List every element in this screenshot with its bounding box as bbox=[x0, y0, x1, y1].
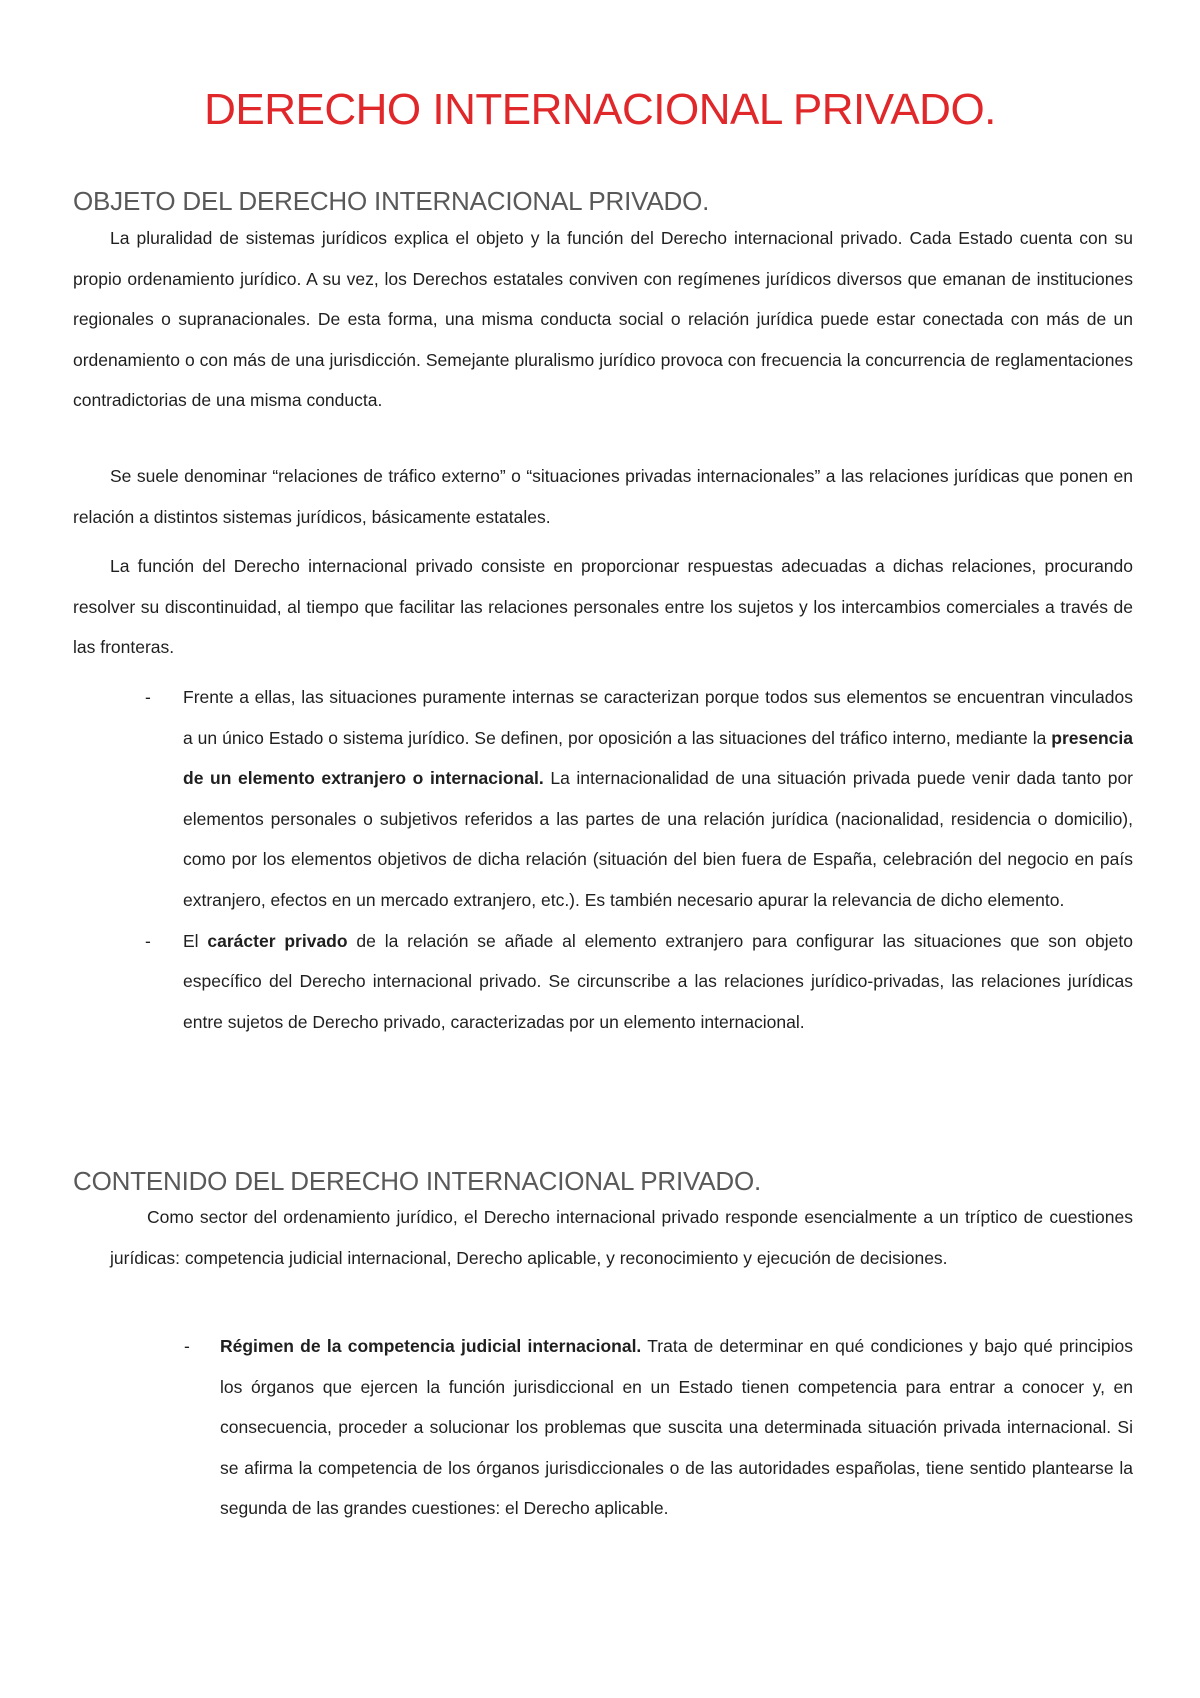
bullet-list bbox=[184, 1326, 1133, 1529]
paragraph: Como sector del ordenamiento jurídico, el Derecho internacional privado responde esencialmente a un tríptico de cuestiones jurídicas: competencia judicial internacional, Derecho aplicable, y reconocimiento y ejecución de decisiones. bbox=[110, 1207, 1133, 1268]
bullet-text: de la relación se añade al elemento extranjero para configurar las situaciones que son objeto específico del Derecho internacional privado. Se circunscribe a las relaciones jurídico-privadas, las relaciones jurídicas entre sujetos de Derecho privado, caracterizadas por un elemento internacional. bbox=[183, 930, 1133, 1032]
bullet-dash: - bbox=[145, 930, 151, 951]
list-item bbox=[184, 1326, 1133, 1529]
bullet-text: El bbox=[183, 930, 208, 951]
paragraph: La pluralidad de sistemas jurídicos explica el objeto y la función del Derecho internacional privado. Cada Estado cuenta con su propio ordenamiento jurídico. A su vez, los Derechos estatales conviven con regímenes jurídicos diversos que emanan de instituciones regionales o supranacionales. De esta forma, una misma conducta social o relación jurídica puede estar conectada con más de un ordenamiento o con más de una jurisdicción. Semejante pluralismo jurídico provoca con frecuencia la concurrencia de reglamentaciones contradictorias de una misma conducta. bbox=[73, 228, 1133, 411]
list-item bbox=[145, 921, 1133, 1043]
bullet-bold-text: carácter privado bbox=[207, 930, 348, 951]
paragraph: La función del Derecho internacional privado consiste en proporcionar respuestas adecuadas a dichas relaciones, procurando resolver su discontinuidad, al tiempo que facilitar las relaciones personales entre los sujetos y los intercambios comerciales a través de las fronteras. bbox=[73, 556, 1133, 658]
section-heading-objeto: OBJETO DEL DERECHO INTERNACIONAL PRIVADO. bbox=[73, 186, 710, 216]
bullet-text: La internacionalidad de una situación privada puede venir dada tanto por elementos personales o subjetivos referidos a las partes de una relación jurídica (nacionalidad, residencia o domicilio), como por los elementos objetivos de dicha relación (situación del bien fuera de España, celebración del negocio en país extranjero, efectos en un mercado extranjero, etc.). Es también necesario apurar la relevancia de dicho elemento. bbox=[183, 768, 1134, 910]
document-title: DERECHO INTERNACIONAL PRIVADO. bbox=[204, 85, 996, 134]
bullet-bold-text: Régimen de la competencia judicial internacional. bbox=[220, 1336, 642, 1356]
bullet-bold-text: presencia de un elemento extranjero o internacional. bbox=[183, 727, 1133, 789]
bullet-dash: - bbox=[145, 687, 151, 707]
bullet-text: Trata de determinar en qué condiciones y bajo qué principios los órganos que ejercen la función jurisdiccional en un Estado tienen competencia para entrar a conocer y, en consecuencia, proceder a solucionar los problemas que suscita una determinada situación privada internacional. Si se afirma la competencia de los órganos jurisdiccionales o de las autoridades españolas, tiene sentido plantearse la segunda de las grandes cuestiones: el Derecho aplicable. bbox=[220, 1336, 1133, 1519]
paragraph: Se suele denominar “relaciones de tráfico externo” o “situaciones privadas internacionales” a las relaciones jurídicas que ponen en relación a distintos sistemas jurídicos, básicamente estatales. bbox=[73, 466, 1133, 527]
bullet-text: Frente a ellas, las situaciones puramente internas se caracterizan porque todos sus elementos se encuentran vinculados a un único Estado o sistema jurídico. Se definen, por oposición a las situaciones del tráfico interno, mediante la bbox=[183, 687, 1133, 748]
bullet-list bbox=[145, 677, 1134, 1042]
section-heading-contenido: CONTENIDO DEL DERECHO INTERNACIONAL PRIVADO. bbox=[73, 1166, 761, 1196]
bullet-dash: - bbox=[184, 1336, 190, 1356]
list-item bbox=[145, 677, 1134, 921]
